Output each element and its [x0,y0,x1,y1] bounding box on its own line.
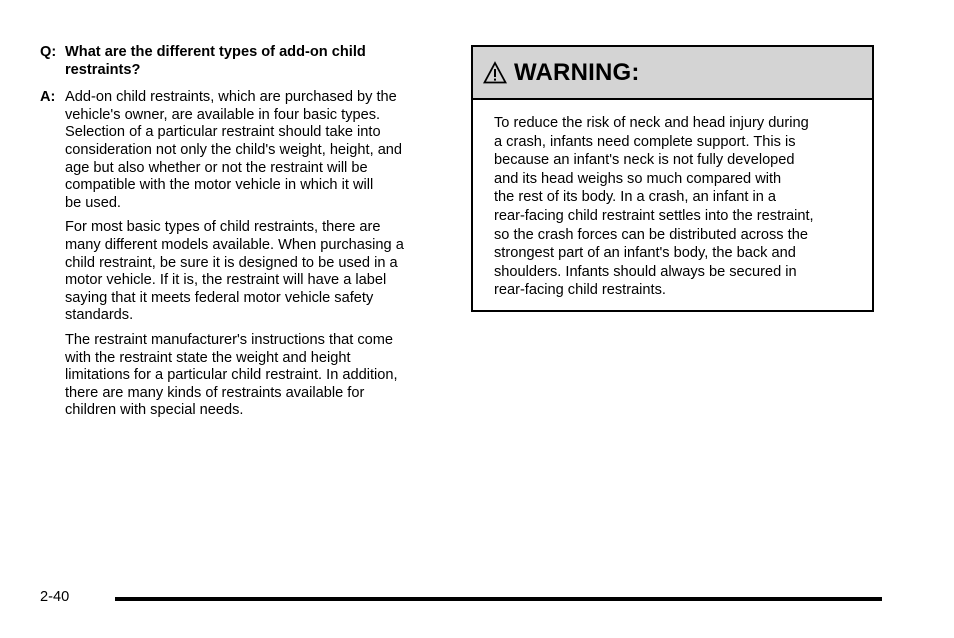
answer-marker: A: [40,89,56,106]
answer-line: age but also whether or not the restraint will be [65,159,368,176]
warning-line: a crash, infants need complete support. This is [494,133,796,150]
answer-line: For most basic types of child restraints, there are [65,219,381,236]
warning-line: rear-facing child restraint settles into the restraint, [494,207,814,224]
warning-header [473,47,872,100]
warning-line: and its head weighs so much compared with [494,170,782,187]
answer-line: standards. [65,307,134,324]
answer-line: with the restraint state the weight and height [65,349,351,366]
warning-line: rear-facing child restraints. [494,282,666,299]
warning-line: strongest part of an infant's body, the back and [494,245,796,262]
answer [40,89,444,420]
warning-line: To reduce the risk of neck and head injury during [494,115,809,131]
warning-triangle-icon [483,61,507,85]
answer-paragraph [65,219,444,325]
question-marker: Q: [40,44,57,60]
footer-rule [115,597,882,601]
question [40,44,444,79]
answer-line: vehicle's owner, are available in four basic types. [65,106,381,123]
answer-line: limitations for a particular child restraint. In addition, [65,367,398,384]
warning-body [473,100,872,300]
page-number: 2-40 [40,589,70,605]
answer-line: Selection of a particular restraint should take into [65,124,381,141]
warning-box [471,45,874,312]
qa-column [40,44,444,427]
warning-title: WARNING: [514,58,640,86]
warning-line: because an infant's neck is not fully developed [494,152,795,169]
warning-line: so the crash forces can be distributed across the [494,226,808,243]
question-line: What are the different types of add-on child [65,44,366,60]
question-text [65,44,444,79]
answer-line: motor vehicle. If it is, the restraint will have a label [65,272,387,289]
answer-line: be used. [65,194,121,211]
answer-line: many different models available. When purchasing a [65,236,404,253]
answer-line: consideration not only the child's weight, height, and [65,141,403,158]
question-line: restraints? [65,61,141,78]
answer-line: compatible with the motor vehicle in which it will [65,177,374,194]
answer-line: The restraint manufacturer's instructions that come [65,331,394,348]
answer-line: there are many kinds of restraints available for [65,384,365,401]
answer-line: Add-on child restraints, which are purchased by the [65,89,397,106]
warning-line: shoulders. Infants should always be secured in [494,263,797,280]
answer-paragraph [65,89,444,212]
warning-line: the rest of its body. In a crash, an infant in a [494,189,777,206]
answer-line: saying that it meets federal motor vehicle safety [65,289,374,306]
answer-line: children with special needs. [65,402,244,419]
answer-line: child restraint, be sure it is designed to be used in a [65,254,398,271]
answer-paragraph [65,332,444,420]
